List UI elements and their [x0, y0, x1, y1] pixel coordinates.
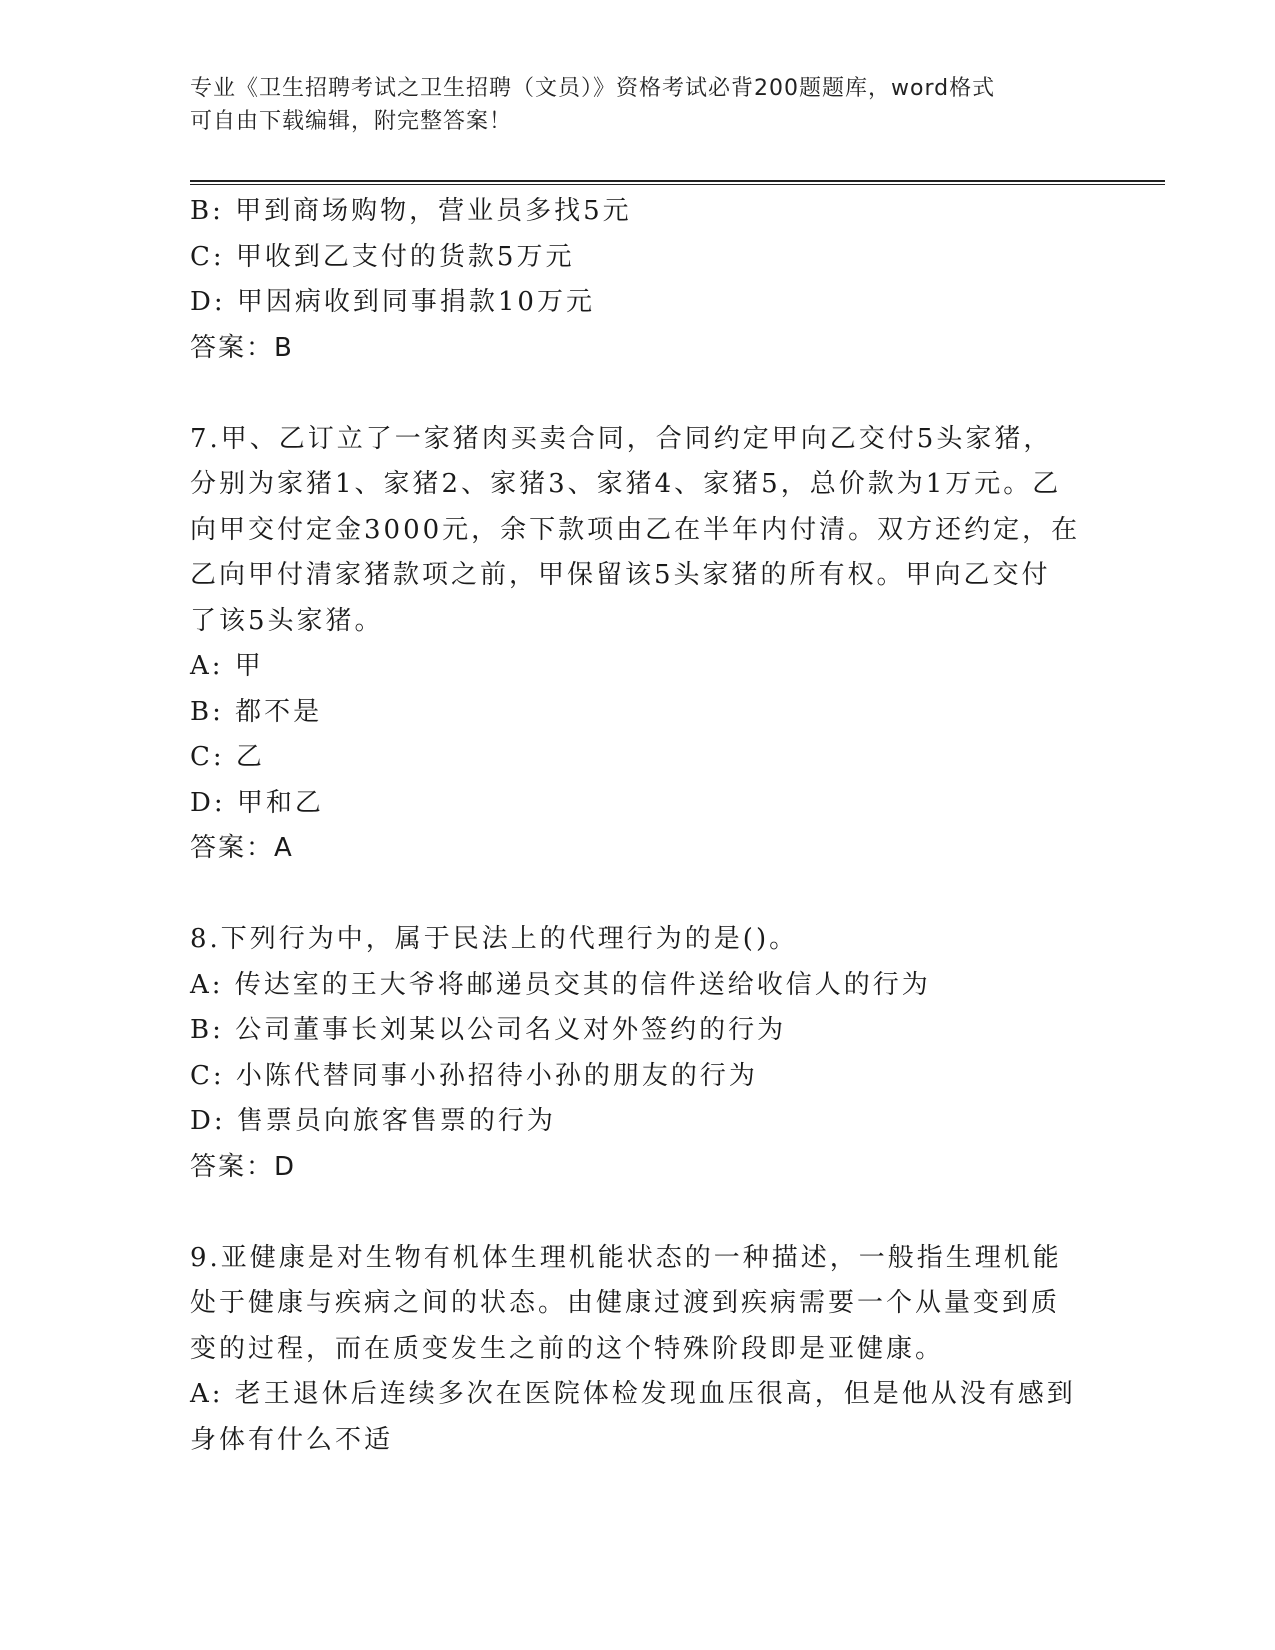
question-text-line: 8.下列行为中，属于民法上的代理行为的是()。	[190, 924, 799, 954]
question-text-line: 分别为家猪1、家猪2、家猪3、家猪4、家猪5，总价款为1万元。乙	[190, 469, 1062, 499]
option-d: D: 甲因病收到同事捐款10万元	[190, 287, 595, 317]
option-b: B: 都不是	[190, 696, 323, 727]
option-a-continued: 身体有什么不适	[190, 1424, 394, 1455]
option-a: A: 甲	[190, 651, 264, 681]
question-text-line: 9.亚健康是对生物有机体生理机能状态的一种描述，一般指生理机能	[190, 1242, 1062, 1273]
question-7	[190, 417, 1090, 872]
option-a: A: 老王退休后连续多次在医院体检发现血压很高，但是他从没有感到	[190, 1379, 1076, 1409]
document-header	[190, 72, 1090, 138]
question-text-line: 乙向甲付清家猪款项之前，甲保留该5头家猪的所有权。甲向乙交付	[190, 560, 1051, 590]
header-rule-thin	[190, 184, 1165, 185]
header-rule-thick	[190, 180, 1165, 182]
header-line-2: 可自由下载编辑，附完整答案！	[190, 109, 513, 134]
question-text-line: 处于健康与疾病之间的状态。由健康过渡到疾病需要一个从量变到质	[190, 1288, 1061, 1318]
option-d: D: 售票员向旅客售票的行为	[190, 1106, 556, 1136]
option-b: B: 甲到商场购物，营业员多找5元	[190, 196, 632, 226]
question-text-line: 向甲交付定金3000元，余下款项由乙在半年内付清。双方还约定，在	[190, 514, 1081, 545]
question-text-line: 7.甲、乙订立了一家猪肉买卖合同，合同约定甲向乙交付5头家猪，	[190, 423, 1053, 454]
header-line-1: 专业《卫生招聘考试之卫生招聘（文员）》资格考试必背200题题库，word格式	[190, 76, 996, 101]
option-d: D: 甲和乙	[190, 787, 324, 818]
spacer	[190, 371, 1090, 417]
question-text-line: 了该5头家猪。	[190, 605, 384, 636]
option-c: C: 乙	[190, 742, 265, 772]
spacer	[190, 1190, 1090, 1236]
answer-line: 答案：D	[190, 1151, 297, 1182]
document-body	[190, 189, 1090, 1463]
question-6-tail	[190, 189, 1090, 371]
question-8	[190, 917, 1090, 1190]
question-text-line: 变的过程，而在质变发生之前的这个特殊阶段即是亚健康。	[190, 1333, 945, 1364]
answer-line: 答案：B	[190, 332, 294, 363]
spacer	[190, 872, 1090, 918]
option-c: C: 小陈代替同事小孙招待小孙的朋友的行为	[190, 1060, 758, 1091]
question-9	[190, 1236, 1090, 1464]
answer-line: 答案：A	[190, 833, 294, 863]
option-c: C: 甲收到乙支付的货款5万元	[190, 241, 575, 272]
option-a: A: 传达室的王大爷将邮递员交其的信件送给收信人的行为	[190, 969, 931, 1000]
option-b: B: 公司董事长刘某以公司名义对外签约的行为	[190, 1015, 787, 1045]
